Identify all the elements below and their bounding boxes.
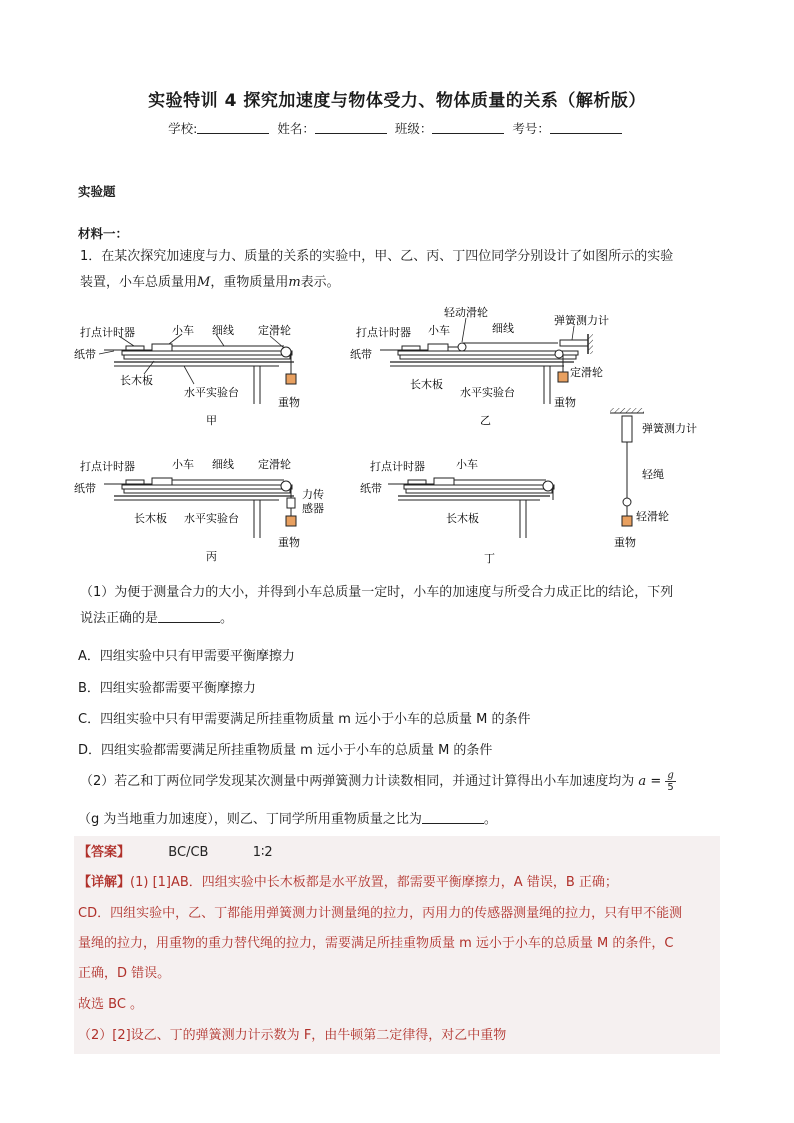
label-spring-scale: 弹簧测力计 xyxy=(554,314,609,327)
label-force-sensor-1: 力传 xyxy=(302,488,324,501)
caption-yi: 乙 xyxy=(480,414,491,427)
label-weight: 重物 xyxy=(554,396,576,409)
caption-jia: 甲 xyxy=(206,414,217,427)
fraction-numerator: g xyxy=(667,770,674,781)
answer-line xyxy=(78,842,728,864)
detail-line-3: 量绳的拉力，用重物的重力替代绳的拉力，需要满足所挂重物质量 m 远小于小车的总质量 M 的条件，C xyxy=(78,936,674,951)
label-board: 长木板 xyxy=(134,512,167,525)
part2-end: 。 xyxy=(483,812,497,827)
student-info-row xyxy=(0,119,794,137)
figure-jia xyxy=(74,323,300,427)
school-label: 学校: xyxy=(168,121,198,136)
label-moving-pulley: 轻动滑轮 xyxy=(444,306,488,319)
part2-line-2 xyxy=(78,808,497,827)
label-string: 细线 xyxy=(212,458,234,471)
label-timer: 打点计时器 xyxy=(356,326,411,339)
label-timer: 打点计时器 xyxy=(370,460,425,473)
label-cart: 小车 xyxy=(172,324,194,337)
label-weight: 重物 xyxy=(278,396,300,409)
name-label: 姓名： xyxy=(277,121,315,136)
detail-line-5: 故选 BC 。 xyxy=(78,997,144,1012)
label-cart: 小车 xyxy=(172,458,194,471)
option-c[interactable]: C．四组实验中只有甲需要满足所挂重物质量 m 远小于小车的总质量 M 的条件 xyxy=(78,712,531,727)
label-spring-scale: 弹簧测力计 xyxy=(642,422,697,435)
class-blank[interactable] xyxy=(432,121,504,134)
option-d[interactable]: D．四组实验都需要满足所挂重物质量 m 远小于小车的总质量 M 的条件 xyxy=(78,743,493,758)
detail-tag: 【详解】 xyxy=(78,875,131,890)
option-b[interactable]: B．四组实验都需要平衡摩擦力 xyxy=(78,681,256,696)
label-cart: 小车 xyxy=(456,458,478,471)
label-force-sensor-2: 感器 xyxy=(302,502,324,515)
label-light-pulley: 轻滑轮 xyxy=(636,510,669,523)
label-string: 细线 xyxy=(212,324,234,337)
label-tape: 纸带 xyxy=(74,482,96,495)
label-timer: 打点计时器 xyxy=(80,460,135,473)
label-weight: 重物 xyxy=(614,536,636,549)
part1-text: 说法正确的是 xyxy=(80,611,159,626)
part1-blank[interactable] xyxy=(158,610,220,623)
part1-end: 。 xyxy=(220,611,234,626)
label-weight: 重物 xyxy=(278,536,300,549)
label-light-rope: 轻绳 xyxy=(642,468,664,481)
answer-1: BC/CB xyxy=(168,845,209,860)
mass-M-symbol: M xyxy=(197,275,211,290)
mass-m-symbol: m xyxy=(288,275,301,290)
detail-line-1 xyxy=(78,872,728,894)
label-tape: 纸带 xyxy=(360,482,382,495)
stem-line-1: 1．在某次探究加速度与力、质量的关系的实验中，甲、乙、丙、丁四位同学分别设计了如图所示的实验 xyxy=(80,249,674,264)
part2 xyxy=(80,770,740,793)
experiment-figures xyxy=(74,304,697,565)
material-title: 材料一： xyxy=(78,226,129,241)
school-blank[interactable] xyxy=(197,121,269,134)
part1 xyxy=(80,580,720,632)
fraction-denominator: 5 xyxy=(667,782,674,793)
figure-yi xyxy=(350,305,609,427)
detail-text: (1) [1]AB．四组实验中长木板都是水平放置，都需要平衡摩擦力，A 错误，B 正确； xyxy=(130,875,618,890)
option-a[interactable]: A．四组实验中只有甲需要平衡摩擦力 xyxy=(78,649,295,664)
label-board: 长木板 xyxy=(446,512,479,525)
detail-line-6: （2）[2]设乙、丁的弹簧测力计示数为 F，由牛顿第二定律得，对乙中重物 xyxy=(78,1028,507,1043)
section-title: 实验题 xyxy=(78,184,116,199)
class-label: 班级： xyxy=(394,121,433,136)
figure-ding xyxy=(360,408,697,565)
fraction-g-over-5 xyxy=(665,770,675,793)
label-bench: 水平实验台 xyxy=(184,386,239,399)
page-title: 实验特训 4 探究加速度与物体受力、物体质量的关系（解析版） xyxy=(148,91,646,111)
label-tape: 纸带 xyxy=(350,348,372,361)
label-tape: 纸带 xyxy=(74,348,96,361)
name-blank[interactable] xyxy=(315,121,387,134)
stem-text: 装置，小车总质量用 xyxy=(80,275,198,290)
equals-sign: = xyxy=(650,774,662,789)
label-bench: 水平实验台 xyxy=(460,386,515,399)
part2-line-1: （2）若乙和丁两位同学发现某次测量中两弹簧测力计读数相同，并通过计算得出小车加速度均为 xyxy=(80,774,635,789)
stem-text: ，重物质量用 xyxy=(210,275,289,290)
label-pulley: 定滑轮 xyxy=(258,324,291,337)
exam-no-label: 考号： xyxy=(512,121,550,136)
label-pulley: 定滑轮 xyxy=(258,458,291,471)
detail-line-4: 正确，D 错误。 xyxy=(78,966,171,981)
question-stem xyxy=(80,244,720,296)
label-timer: 打点计时器 xyxy=(80,326,135,339)
stem-line-2 xyxy=(80,270,720,296)
label-board: 长木板 xyxy=(120,374,153,387)
part1-line-1: （1）为便于测量合力的大小，并得到小车总质量一定时，小车的加速度与所受合力成正比的结论，下列 xyxy=(80,585,674,600)
caption-bing: 丙 xyxy=(206,550,217,563)
label-string: 细线 xyxy=(492,322,514,335)
accel-symbol: a xyxy=(638,774,647,789)
label-cart: 小车 xyxy=(428,324,450,337)
label-board: 长木板 xyxy=(410,378,443,391)
label-bench: 水平实验台 xyxy=(184,512,239,525)
answer-tag: 【答案】 xyxy=(78,845,131,860)
answer-2: 1∶2 xyxy=(252,845,273,860)
label-fixed-pulley: 定滑轮 xyxy=(570,366,603,379)
caption-ding: 丁 xyxy=(484,552,495,565)
part2-text: （g 为当地重力加速度），则乙、丁同学所用重物质量之比为 xyxy=(78,812,422,827)
stem-text: 表示。 xyxy=(300,275,340,290)
detail-line-2: CD．四组实验中，乙、丁都能用弹簧测力计测量绳的拉力，丙用力的传感器测量绳的拉力，只有甲不能测 xyxy=(78,906,683,921)
figure-bing xyxy=(74,457,324,563)
part2-blank[interactable] xyxy=(422,811,484,824)
part1-line-2 xyxy=(80,606,720,632)
exam-no-blank[interactable] xyxy=(550,121,622,134)
